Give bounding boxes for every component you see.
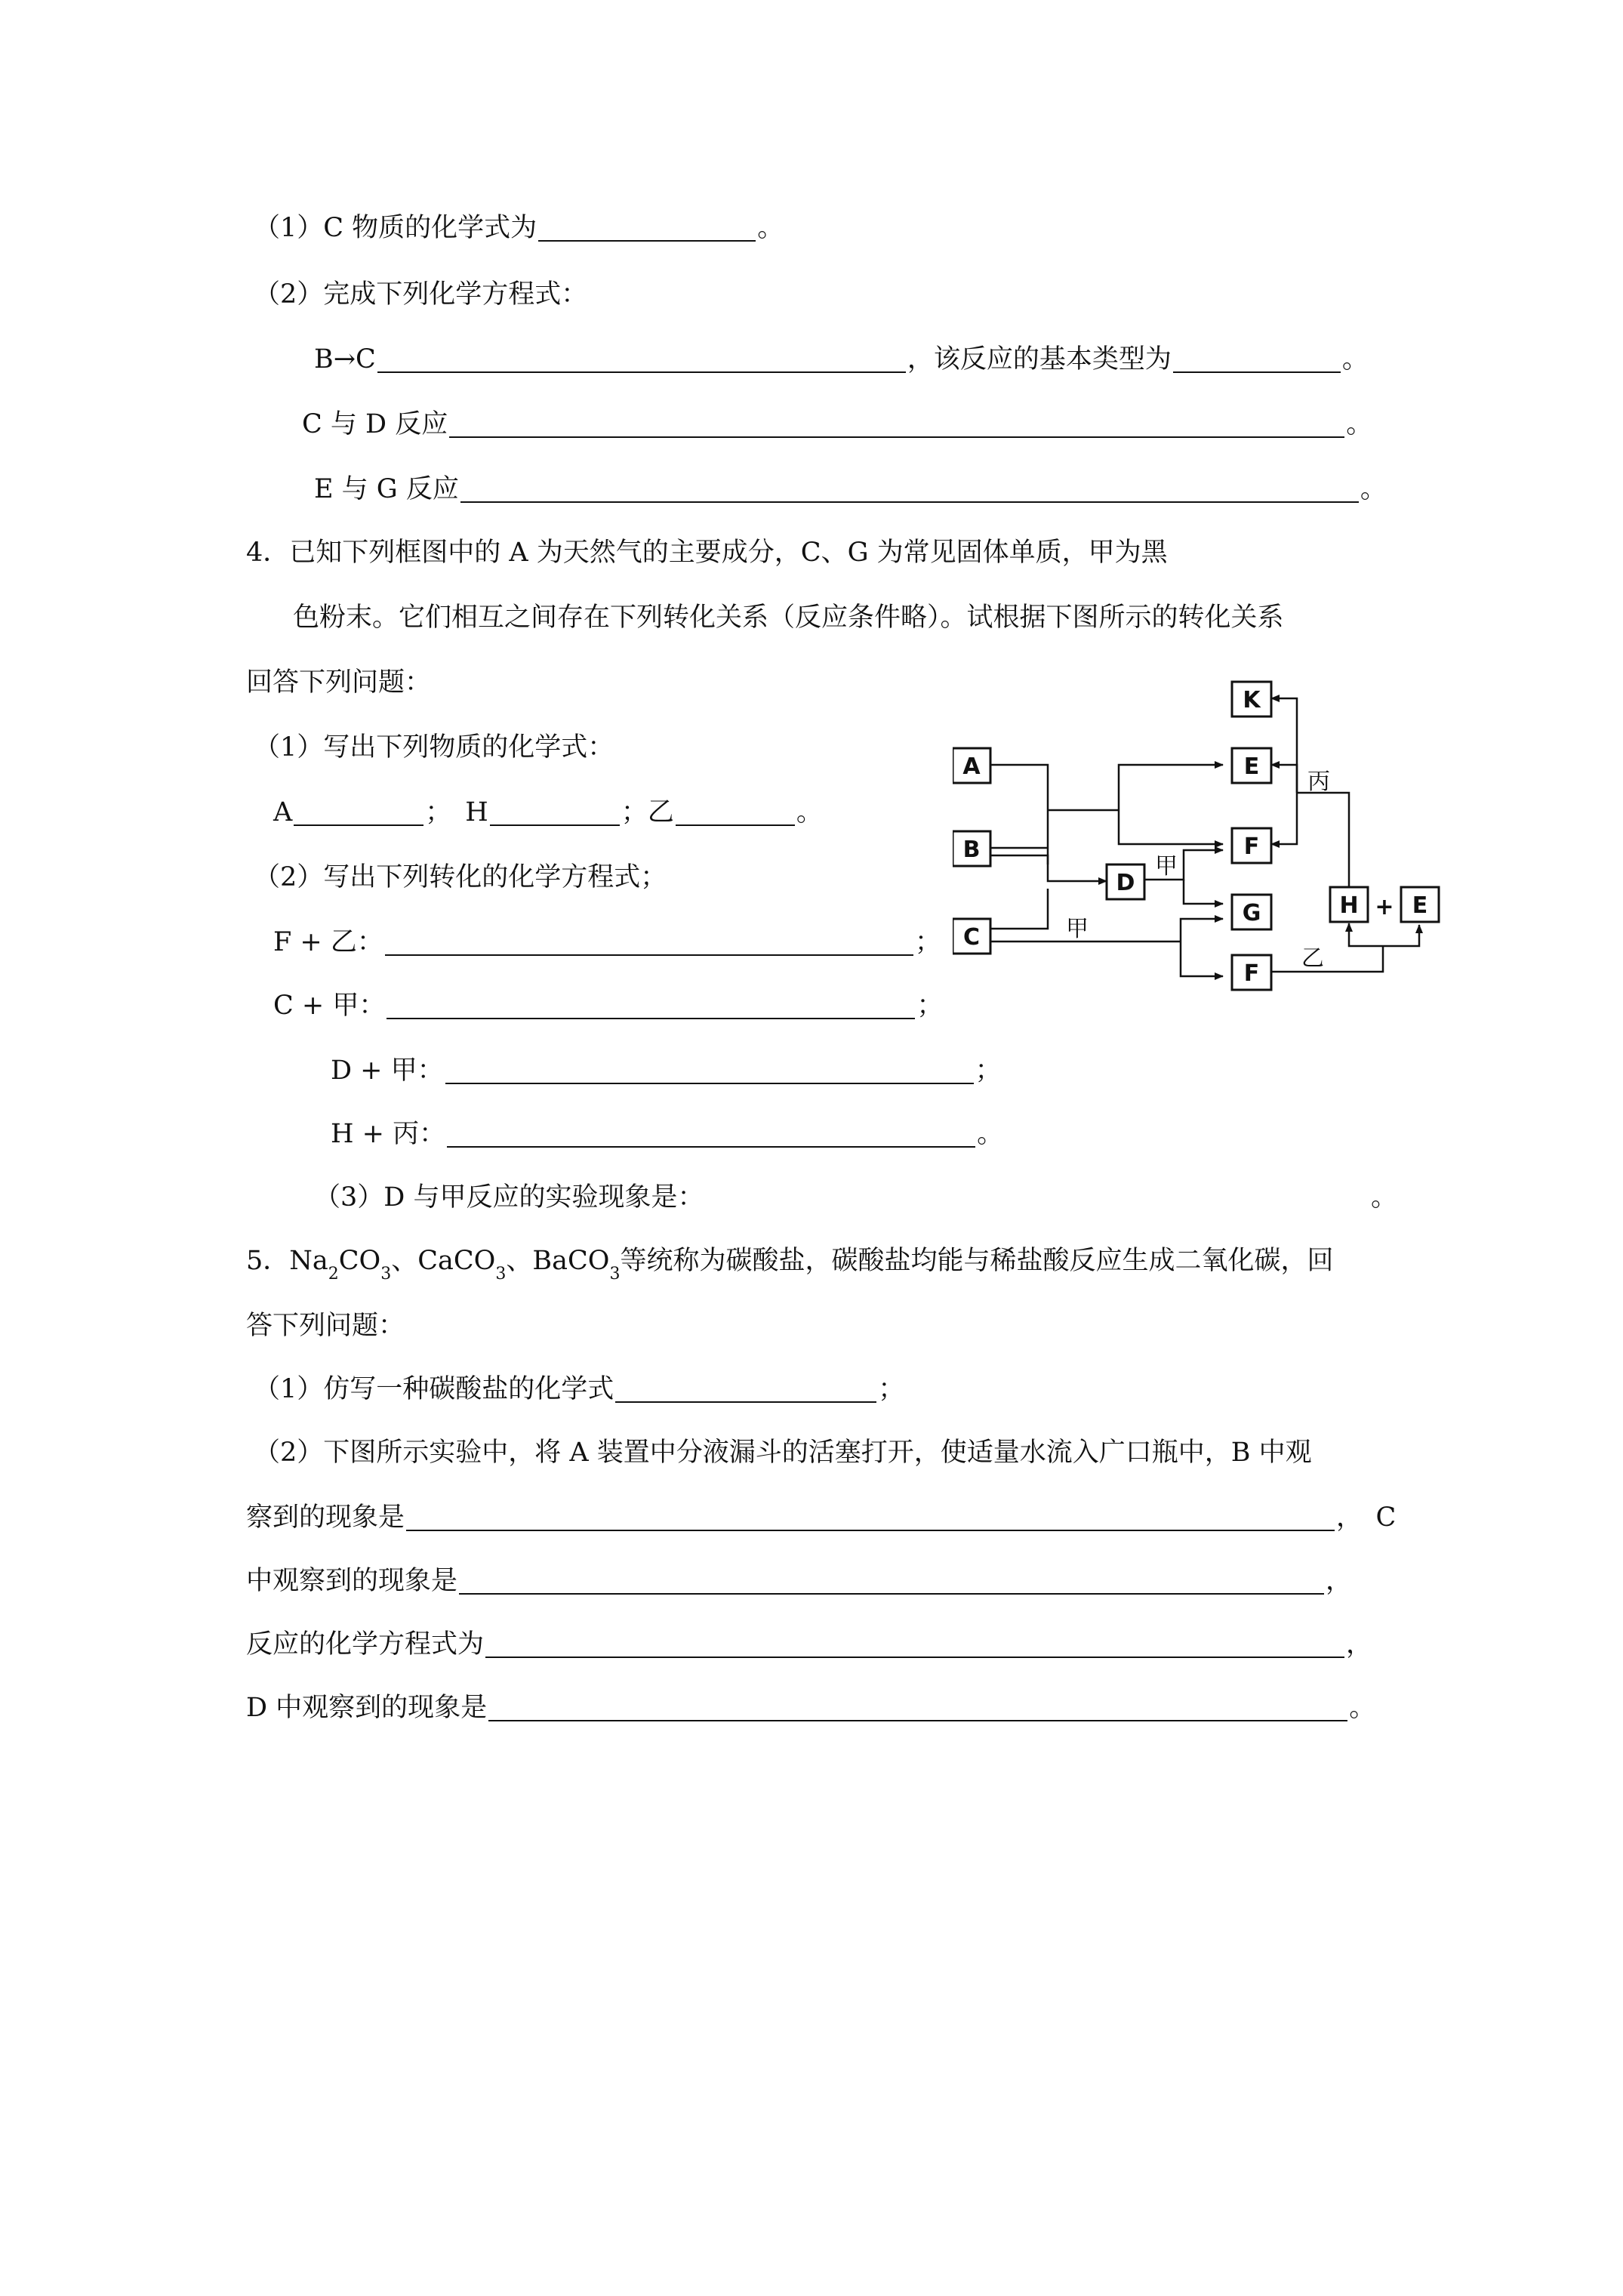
node-a-label: A <box>962 754 981 780</box>
q3-eq-eg-blank[interactable] <box>460 474 1359 503</box>
q3-eq-bc <box>314 340 1369 373</box>
wire-c-to-g <box>1181 919 1223 942</box>
q5-d-obs-blank[interactable] <box>488 1693 1347 1721</box>
q3-part2 <box>254 275 587 308</box>
q4-intro-line1 <box>246 533 1168 566</box>
q4-eq4 <box>331 1114 1003 1148</box>
conversion-flow-diagram <box>953 676 1474 1019</box>
wire-to-k <box>1271 698 1297 812</box>
q4-h-blank[interactable] <box>490 797 620 826</box>
wire-to-h <box>1349 923 1383 946</box>
q5-d-obs-text: D 中观察到的现象是 <box>246 1693 488 1723</box>
q4-semi: ； <box>914 927 941 957</box>
q4-formula-row <box>273 793 823 826</box>
q5-semi: ； <box>878 1374 905 1404</box>
node-k <box>1232 682 1271 717</box>
node-e-right <box>1401 887 1439 922</box>
node-c-label: C <box>962 924 981 951</box>
node-f-bottom <box>1232 955 1271 990</box>
node-d-label: D <box>1116 870 1135 896</box>
q5-co3: CO <box>338 1246 381 1276</box>
q4-semi: ； <box>975 1056 1002 1086</box>
wire-d-to-g <box>1184 880 1223 904</box>
q5-c-obs-text: 中观察到的现象是 <box>246 1566 458 1596</box>
wire-to-e <box>1119 765 1223 810</box>
q3-reaction-type-blank[interactable] <box>1173 344 1341 373</box>
q4-ask-a: A <box>273 797 293 827</box>
node-h <box>1330 887 1368 922</box>
q4-end-mark: 。 <box>796 797 823 827</box>
q5-intro-line1: 5．Na 2 CO 3 、CaCO 3 、BaCO 3 等统称为碳酸盐，碳酸盐均能与稀盐酸反应生成二氧化碳，回 <box>246 1246 1334 1284</box>
wire-b-to-d <box>990 855 1107 881</box>
q4-yi-blank[interactable] <box>676 797 795 826</box>
q4-intro-line3 <box>246 663 431 696</box>
label-yi: 乙 <box>1301 945 1324 972</box>
node-d <box>1107 864 1144 899</box>
node-a <box>953 748 990 783</box>
q4-end-mark: 。 <box>1371 1182 1398 1213</box>
q3-end-mark: 。 <box>1360 474 1387 504</box>
q3-part2-text: （2）完成下列化学方程式： <box>254 279 588 310</box>
q4-ask-yi: 乙 <box>647 797 674 827</box>
q5-intro-post: 等统称为碳酸盐，碳酸盐均能与稀盐酸反应生成二氧化碳，回 <box>620 1246 1334 1276</box>
q3-end-mark: 。 <box>1346 409 1373 439</box>
q5-c-obs-blank[interactable] <box>459 1566 1324 1595</box>
q4-eq3 <box>331 1051 1002 1084</box>
node-e-right-label: E <box>1412 892 1428 919</box>
q3-eq-eg <box>314 470 1387 503</box>
label-bing: 丙 <box>1307 769 1330 795</box>
q4-eq1 <box>273 923 941 956</box>
q5-intro-line2 <box>246 1306 405 1339</box>
q4-a-blank[interactable] <box>294 797 423 826</box>
q4-eq2 <box>273 986 943 1019</box>
node-k-label: K <box>1243 687 1261 713</box>
wire-h-up <box>1297 793 1349 887</box>
node-f-bottom-label: F <box>1243 960 1260 987</box>
q3-eq-bc-label: B→C <box>314 344 376 374</box>
q4-eq4-label: H + 丙： <box>331 1119 446 1149</box>
node-b <box>953 831 990 866</box>
q4-eq3-label: D + 甲： <box>331 1056 444 1086</box>
q4-part2 <box>254 858 667 891</box>
q4-eq2-label: C + 甲： <box>273 991 386 1021</box>
node-b-label: B <box>962 837 981 863</box>
q3-part1-text: （1）C 物质的化学式为 <box>254 213 537 243</box>
node-g <box>1232 895 1271 929</box>
q5-end-mark: 。 <box>1349 1693 1376 1723</box>
q4-semi: ； <box>425 797 452 827</box>
q5-intro-text2: 答下列问题： <box>246 1311 405 1341</box>
label-jia-c: 甲 <box>1066 916 1089 942</box>
node-h-label: H <box>1339 892 1359 919</box>
q4-eq2-blank[interactable] <box>387 991 915 1019</box>
q4-part3-text: （3）D 与甲反应的实验现象是： <box>314 1182 704 1213</box>
node-f-top-label: F <box>1243 834 1260 860</box>
q4-part1 <box>254 728 614 761</box>
wire-f-to-he <box>1270 946 1383 972</box>
q4-part3 <box>314 1178 704 1211</box>
q5-sep2: 、BaCO <box>506 1246 610 1276</box>
q4-part2-text: （2）写出下列转化的化学方程式； <box>254 862 667 892</box>
q3-eq-eg-label: E 与 G 反应 <box>314 474 459 504</box>
q4-part1-text: （1）写出下列物质的化学式： <box>254 732 614 763</box>
q4-eq1-blank[interactable] <box>385 927 913 956</box>
q5-c-obs <box>246 1561 1352 1595</box>
q4-part3-end <box>1371 1178 1397 1211</box>
q5-comma: ， <box>1326 1566 1353 1596</box>
q3-eq-bc-mid: ，该反应的基本类型为 <box>907 344 1172 374</box>
q5-comma: ， <box>1346 1629 1373 1660</box>
q4-intro-text1: 4．已知下列框图中的 A 为天然气的主要成分，C、G 为常见固体单质，甲为黑 <box>246 538 1168 568</box>
q5-eq-blank[interactable] <box>485 1629 1344 1658</box>
q3-eq-cd <box>302 405 1372 438</box>
q4-eq3-blank[interactable] <box>445 1056 974 1084</box>
q4-eq1-label: F + 乙： <box>273 927 383 957</box>
q5-part1-text: （1）仿写一种碳酸盐的化学式 <box>254 1374 614 1404</box>
q4-semi: ； <box>621 797 648 827</box>
q5-part2 <box>254 1433 1312 1466</box>
q4-ask-h: H <box>465 797 488 827</box>
node-e-top-label: E <box>1243 754 1260 780</box>
q3-part1 <box>254 208 784 242</box>
q3-eq-cd-label: C 与 D 反应 <box>302 409 448 439</box>
node-f-top <box>1232 828 1271 863</box>
q5-b-obs-blank[interactable] <box>406 1502 1335 1531</box>
q3-end-mark: 。 <box>757 213 784 243</box>
q5-eq <box>246 1625 1372 1658</box>
plus-sign: + <box>1375 894 1394 920</box>
q3-eq-bc-blank[interactable] <box>377 344 906 373</box>
node-e-top <box>1232 748 1271 783</box>
node-c <box>953 919 990 954</box>
wire-c-to-f <box>1181 942 1223 976</box>
q5-c-label: ， C <box>1336 1502 1397 1533</box>
q4-end-mark: 。 <box>977 1119 1004 1149</box>
q3-c-formula-blank[interactable] <box>538 213 756 242</box>
q3-eq-cd-blank[interactable] <box>449 409 1344 438</box>
q5-carbonate-blank[interactable] <box>615 1374 876 1403</box>
wire-to-f1 <box>1271 812 1297 844</box>
q5-d-obs <box>246 1688 1375 1721</box>
q5-intro-pre: 5．Na <box>246 1246 328 1276</box>
wire-to-f <box>1119 810 1223 844</box>
q4-intro-line2 <box>293 598 1284 631</box>
q4-eq4-blank[interactable] <box>447 1119 975 1148</box>
wire-bing-to-e <box>1271 765 1297 793</box>
q5-b-obs <box>246 1498 1396 1531</box>
wire-a <box>990 765 1048 864</box>
wire-to-e2 <box>1383 925 1419 946</box>
label-jia-d: 甲 <box>1155 853 1178 880</box>
q3-end-mark: 。 <box>1341 344 1369 374</box>
q4-intro-text2: 色粉末。它们相互之间存在下列转化关系（反应条件略）。试根据下图所示的转化关系 <box>293 603 1284 633</box>
q5-part1 <box>254 1370 904 1403</box>
q5-part2-text: （2）下图所示实验中，将 A 装置中分液漏斗的活塞打开，使适量水流入广口瓶中，B 中观 <box>254 1438 1312 1468</box>
wire-c-branch <box>990 889 1048 929</box>
q4-semi: ； <box>916 991 944 1021</box>
q4-intro-text3: 回答下列问题： <box>246 667 432 698</box>
q5-sep1: 、CaCO <box>391 1246 496 1276</box>
node-g-label: G <box>1242 900 1261 926</box>
q5-b-obs-text: 察到的现象是 <box>246 1502 405 1533</box>
q5-eq-text: 反应的化学方程式为 <box>246 1629 485 1660</box>
